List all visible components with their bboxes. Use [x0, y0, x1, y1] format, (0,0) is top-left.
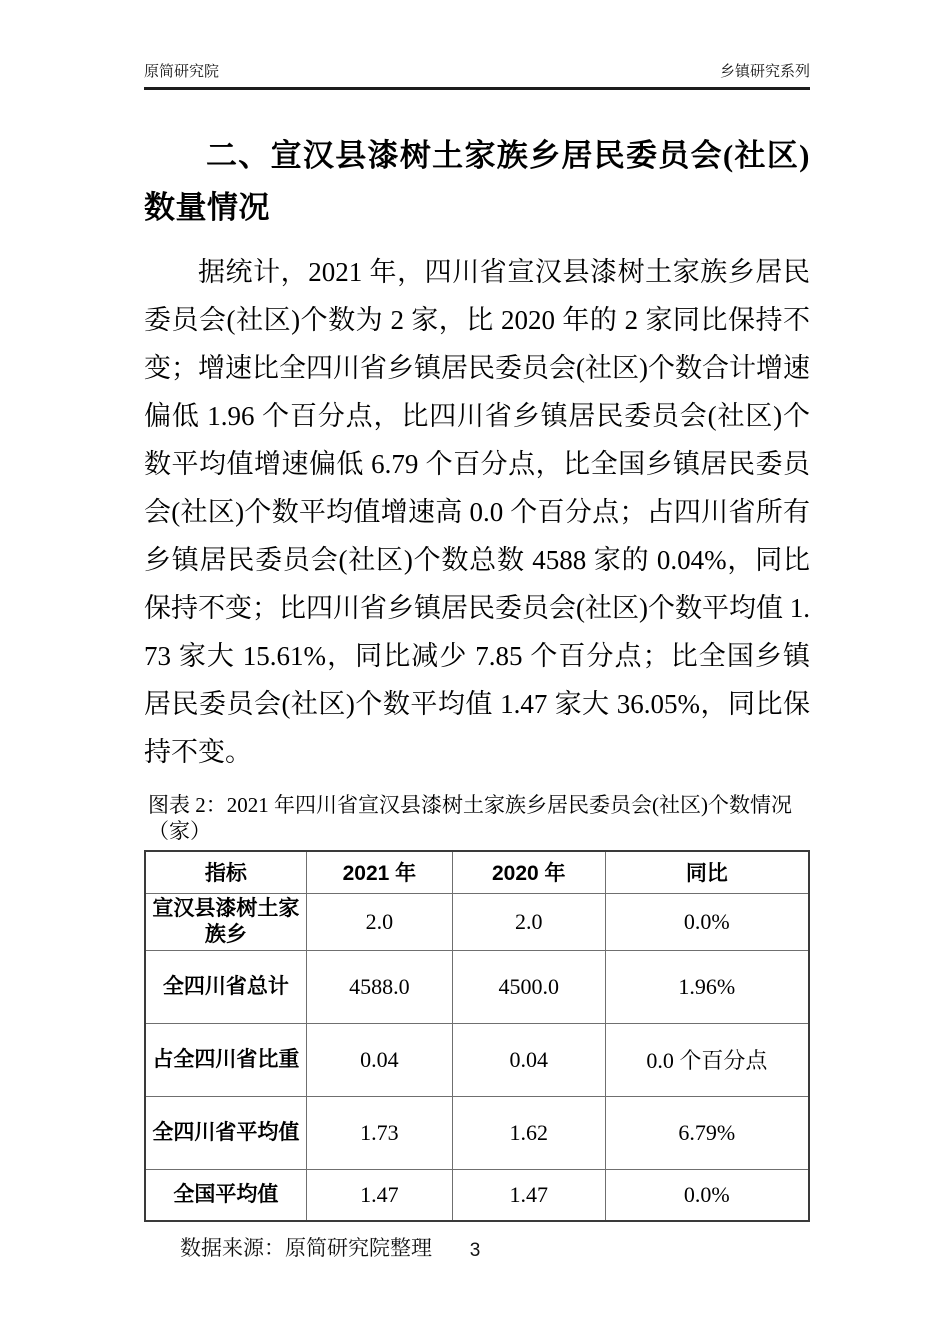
table-row [145, 950, 809, 1023]
table-row [145, 893, 809, 950]
header-left-org: 原简研究院 [144, 63, 220, 80]
cell-yoy: 0.0 个百分点 [605, 1023, 809, 1096]
cell-2021: 1.47 [306, 1169, 452, 1221]
cell-yoy: 6.79% [605, 1096, 809, 1169]
cell-2021: 0.04 [306, 1023, 452, 1096]
cell-yoy: 0.0% [605, 893, 809, 950]
table-row [145, 1023, 809, 1096]
row-label: 全国平均值 [145, 1169, 306, 1221]
row-label: 占全四川省比重 [145, 1023, 306, 1096]
cell-2021: 2.0 [306, 893, 452, 950]
column-header-indicator: 指标 [145, 851, 306, 893]
running-header [144, 60, 810, 90]
cell-2020: 2.0 [452, 893, 605, 950]
column-header-2021: 2021 年 [306, 851, 452, 893]
table-row [145, 1096, 809, 1169]
cell-2020: 1.47 [452, 1169, 605, 1221]
cell-yoy: 1.96% [605, 950, 809, 1023]
row-label: 全四川省总计 [145, 950, 306, 1023]
section-title: 二、宣汉县漆树土家族乡居民委员会(社区)数量情况 [144, 138, 810, 225]
data-source-note: 数据来源：原简研究院整理 [180, 1236, 432, 1260]
header-right-series: 乡镇研究系列 [719, 63, 810, 80]
cell-2021: 4588.0 [306, 950, 452, 1023]
column-header-yoy: 同比 [605, 851, 809, 893]
cell-2021: 1.73 [306, 1096, 452, 1169]
page-number: 3 [469, 1240, 481, 1261]
cell-2020: 4500.0 [452, 950, 605, 1023]
table-caption: 图表 2：2021 年四川省宣汉县漆树土家族乡居民委员会(社区)个数情况（家） [148, 793, 792, 843]
body-paragraph: 据统计，2021 年，四川省宣汉县漆树土家族乡居民委员会(社区)个数为 2 家，比 2020 年的 2 家同比保持不变；增速比全四川省乡镇居民委员会(社区)个数合计增速偏低 1.96 个百分点，比四川省乡镇居民委员会(社区)个数平均值增速偏低 6.79 个百分点，比全国乡镇居民委员会(社区)个数平均值增速高 0.0 个百分点；占四川省所有乡镇居民委员会(社区)个数总数 4588 家的 0.04%，同比保持不变；比四川省乡镇居民委员会(社区)个数平均值 1.73 家大 15.61%，同比减少 7.85 个百分点；比全国乡镇居民委员会(社区)个数平均值 1.47 家大 36.05%，同比保持不变。 [144, 257, 810, 767]
table-row [145, 1169, 809, 1221]
cell-2020: 0.04 [452, 1023, 605, 1096]
cell-yoy: 0.0% [605, 1169, 809, 1221]
table-header-row [145, 851, 809, 893]
row-label: 宣汉县漆树土家族乡 [145, 893, 306, 950]
row-label: 全四川省平均值 [145, 1096, 306, 1169]
cell-2020: 1.62 [452, 1096, 605, 1169]
column-header-2020: 2020 年 [452, 851, 605, 893]
data-table [144, 850, 810, 1222]
